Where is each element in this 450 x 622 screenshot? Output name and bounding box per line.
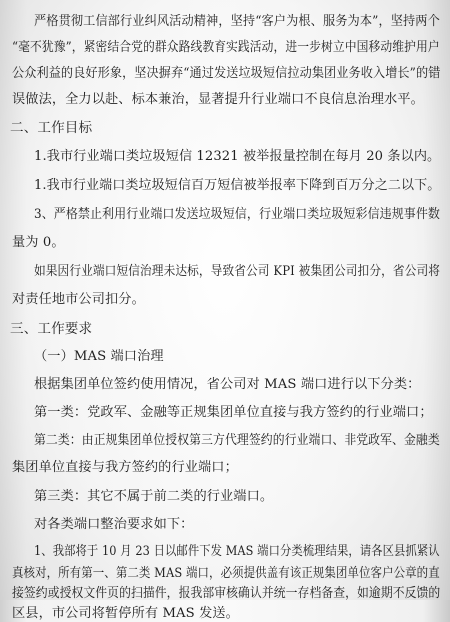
req-1-line-1: 1、我部将于 10 月 23 日以邮件下发 MAS 端口分类梳理结果，请各区县抓紧认	[34, 544, 440, 559]
penalty-line-2: 对责任地市公司扣分。	[12, 292, 145, 307]
requirements-intro: 对各类端口整治要求如下：	[34, 517, 194, 532]
req-1-line-3: 接签约或授权文件页的扫描件，报我部审核确认并统一存档备查，如逾期不反馈的	[12, 586, 441, 601]
class-1: 第一类：党政军、金融等正规集团单位直接与我方签约的行业端口；	[34, 405, 433, 420]
intro-line-1: 严格贯彻工信部行业纠风活动精神，坚持“客户为根、服务为本”，坚持两个	[34, 14, 440, 29]
class-2-line-1: 第二类：由正规集团单位授权第三方代理签约的行业端口、非党政军、金融类	[34, 433, 440, 448]
classify-intro: 根据集团单位签约使用情况，省公司对 MAS 端口进行以下分类：	[34, 377, 421, 392]
section-2-title: 二、工作目标	[10, 120, 93, 136]
class-3: 第三类：其它不属于前二类的行业端口。	[34, 489, 274, 504]
class-2-line-2: 集团单位直接与我方签约的行业端口；	[12, 460, 238, 475]
intro-line-4: 误做法，全力以赴、标本兼治，显著提升行业端口不良信息治理水平。	[12, 92, 424, 107]
intro-line-3: 公众利益的良好形象，坚决摒弃“通过发送垃圾短信拉动集团业务收入增长”的错	[12, 66, 441, 81]
section-3-title: 三、工作要求	[10, 321, 93, 337]
req-1-line-4: 区县，市公司将暂停所有 MAS 发送。	[12, 606, 239, 621]
subsection-1-title: （一）MAS 端口治理	[34, 349, 164, 364]
goal-3-line-1: 3、严格禁止利用行业端口发送垃圾短信，行业端口类垃圾短彩信违规事件数	[34, 207, 440, 222]
goal-2: 1.我市行业端口类垃圾短信百万短信被举报率下降到百万分之二以下。	[34, 178, 441, 193]
goal-3-line-2: 量为 0。	[12, 235, 65, 250]
penalty-line-1: 如果因行业端口短信治理未达标，导致省公司 KPI 被集团公司扣分，省公司将	[34, 264, 441, 279]
goal-1: 1.我市行业端口类垃圾短信 12321 被举报量控制在每月 20 条以内。	[34, 149, 441, 164]
req-1-line-2: 真核对，所有第一、第二类 MAS 端口，必须提供盖有该正规集团单位客户公章的直	[12, 566, 440, 581]
intro-line-2: “毫不犹豫”，紧密结合党的群众路线教育实践活动，进一步树立中国移动维护用户	[12, 40, 440, 55]
